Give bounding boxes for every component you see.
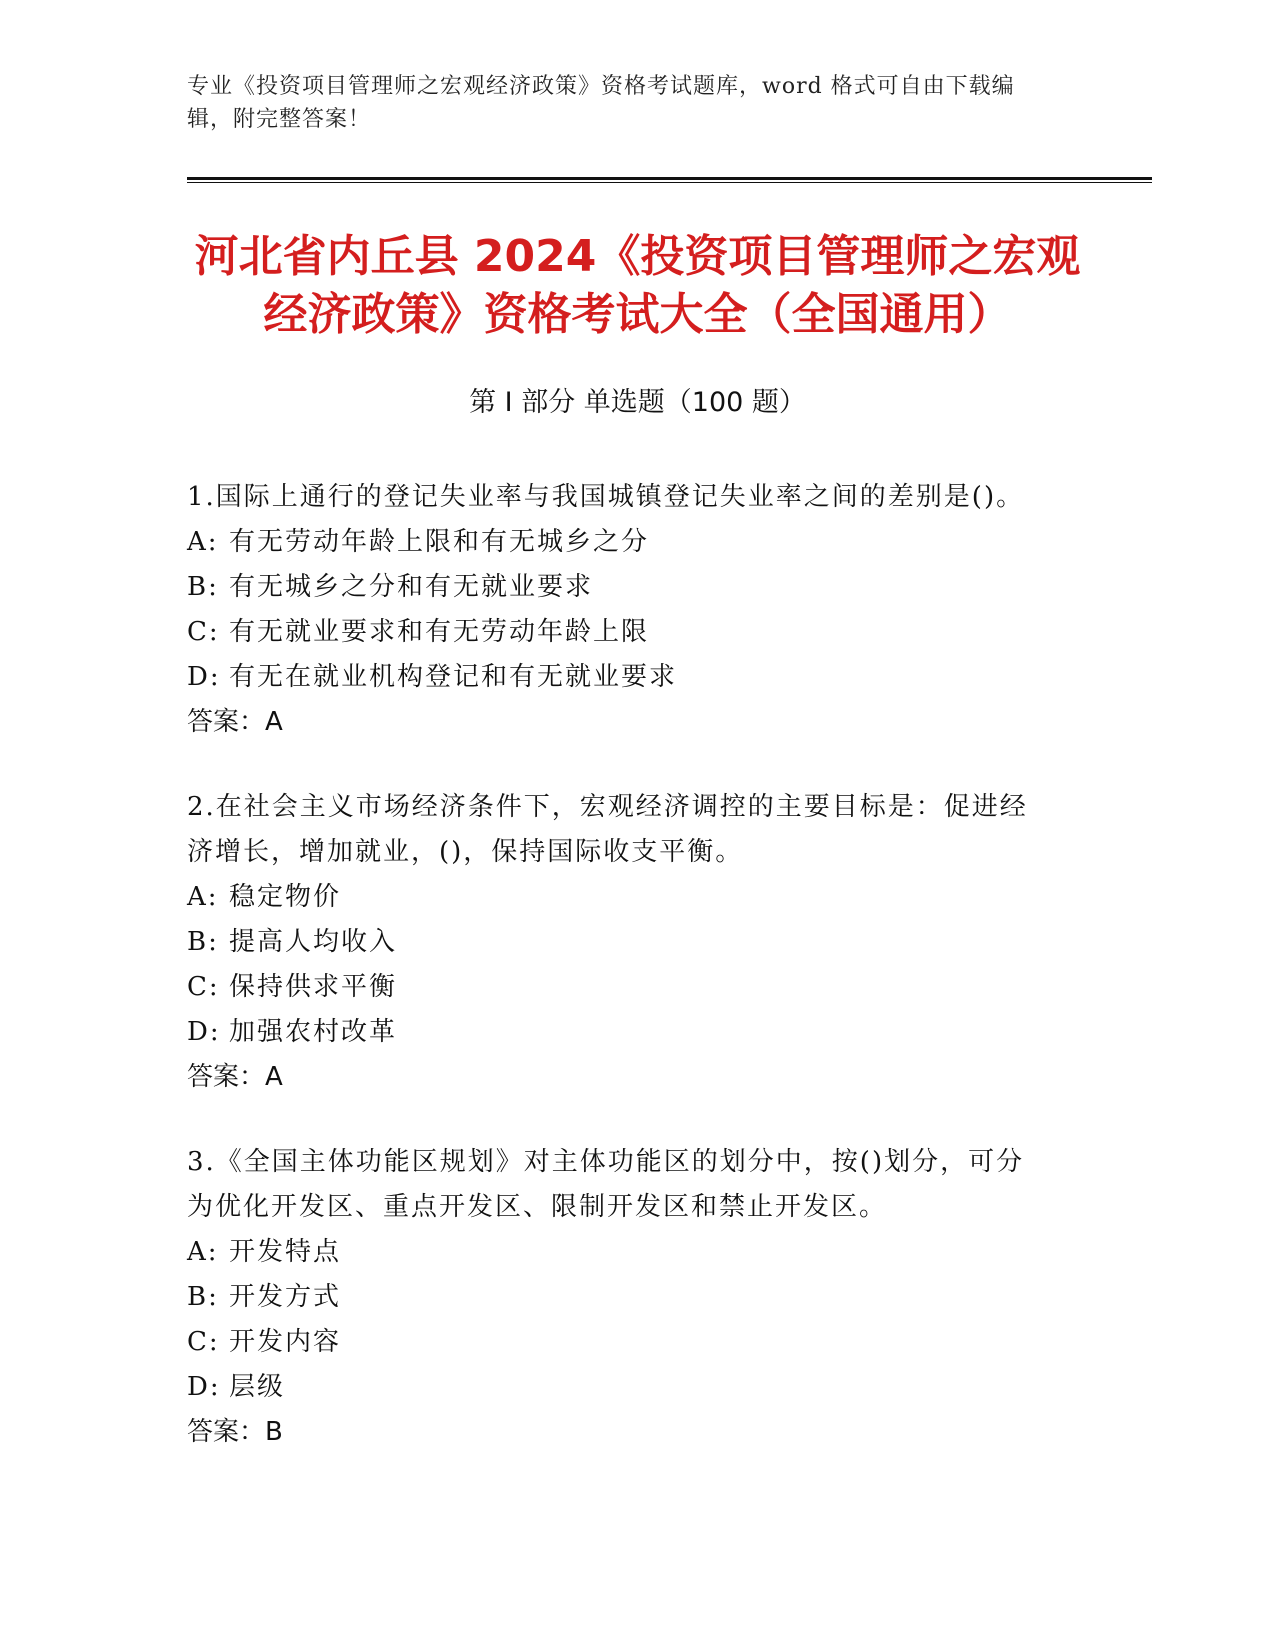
answer-line: 答案：A (187, 707, 283, 737)
option-d (187, 1010, 1067, 1055)
option-c (187, 1320, 1067, 1365)
question-3 (187, 1140, 1067, 1455)
option-letter: D: (187, 662, 221, 692)
option-letter: C: (187, 972, 220, 1002)
question-text-line: 3.《全国主体功能区规划》对主体功能区的划分中，按()划分，可分 (187, 1147, 1025, 1177)
option-letter: C: (187, 1327, 220, 1357)
header-divider-thick (187, 177, 1152, 180)
option-text: 有无就业要求和有无劳动年龄上限 (229, 617, 650, 647)
question-1 (187, 475, 1067, 745)
option-text: 层级 (229, 1372, 286, 1402)
option-c (187, 965, 1067, 1010)
question-2 (187, 785, 1067, 1100)
option-letter: D: (187, 1372, 221, 1402)
question-text-line: 济增长，增加就业，()，保持国际收支平衡。 (187, 837, 744, 867)
option-letter: B: (187, 572, 219, 602)
option-b (187, 565, 1067, 610)
document-title-line-2: 经济政策》资格考试大全（全国通用） (263, 289, 1012, 340)
option-a (187, 875, 1067, 920)
option-letter: A: (187, 1237, 219, 1267)
option-letter: A: (187, 527, 219, 557)
option-text: 加强农村改革 (229, 1017, 398, 1047)
option-text: 开发方式 (229, 1282, 342, 1312)
option-a (187, 520, 1067, 565)
header-note (187, 70, 1067, 136)
header-note-line-2: 辑，附完整答案！ (187, 107, 372, 132)
option-letter: B: (187, 927, 219, 957)
document-title (150, 228, 1125, 344)
question-text-line: 1.国际上通行的登记失业率与我国城镇登记失业率之间的差别是()。 (187, 482, 1025, 512)
option-letter: D: (187, 1017, 221, 1047)
option-text: 提高人均收入 (229, 927, 398, 957)
question-list (187, 475, 1067, 1495)
option-a (187, 1230, 1067, 1275)
option-letter: A: (187, 882, 219, 912)
option-text: 开发内容 (229, 1327, 342, 1357)
option-text: 有无城乡之分和有无就业要求 (229, 572, 594, 602)
option-b (187, 1275, 1067, 1320)
question-text-line: 为优化开发区、重点开发区、限制开发区和禁止开发区。 (187, 1192, 888, 1222)
option-text: 开发特点 (229, 1237, 342, 1267)
option-text: 稳定物价 (229, 882, 342, 912)
option-d (187, 655, 1067, 700)
answer-line: 答案：B (187, 1417, 283, 1447)
option-d (187, 1365, 1067, 1410)
option-c (187, 610, 1067, 655)
option-text: 有无劳动年龄上限和有无城乡之分 (229, 527, 650, 557)
answer-line: 答案：A (187, 1062, 283, 1092)
option-letter: B: (187, 1282, 219, 1312)
document-title-line-1: 河北省内丘县 2024《投资项目管理师之宏观 (194, 231, 1081, 282)
header-note-line-1: 专业《投资项目管理师之宏观经济政策》资格考试题库，word 格式可自由下载编 (187, 74, 1015, 99)
option-text: 保持供求平衡 (229, 972, 398, 1002)
question-text-line: 2.在社会主义市场经济条件下，宏观经济调控的主要目标是：促进经 (187, 792, 1028, 822)
header-divider-thin (187, 182, 1152, 183)
option-letter: C: (187, 617, 220, 647)
section-title: 第 I 部分 单选题（100 题） (469, 387, 806, 418)
option-b (187, 920, 1067, 965)
option-text: 有无在就业机构登记和有无就业要求 (229, 662, 678, 692)
